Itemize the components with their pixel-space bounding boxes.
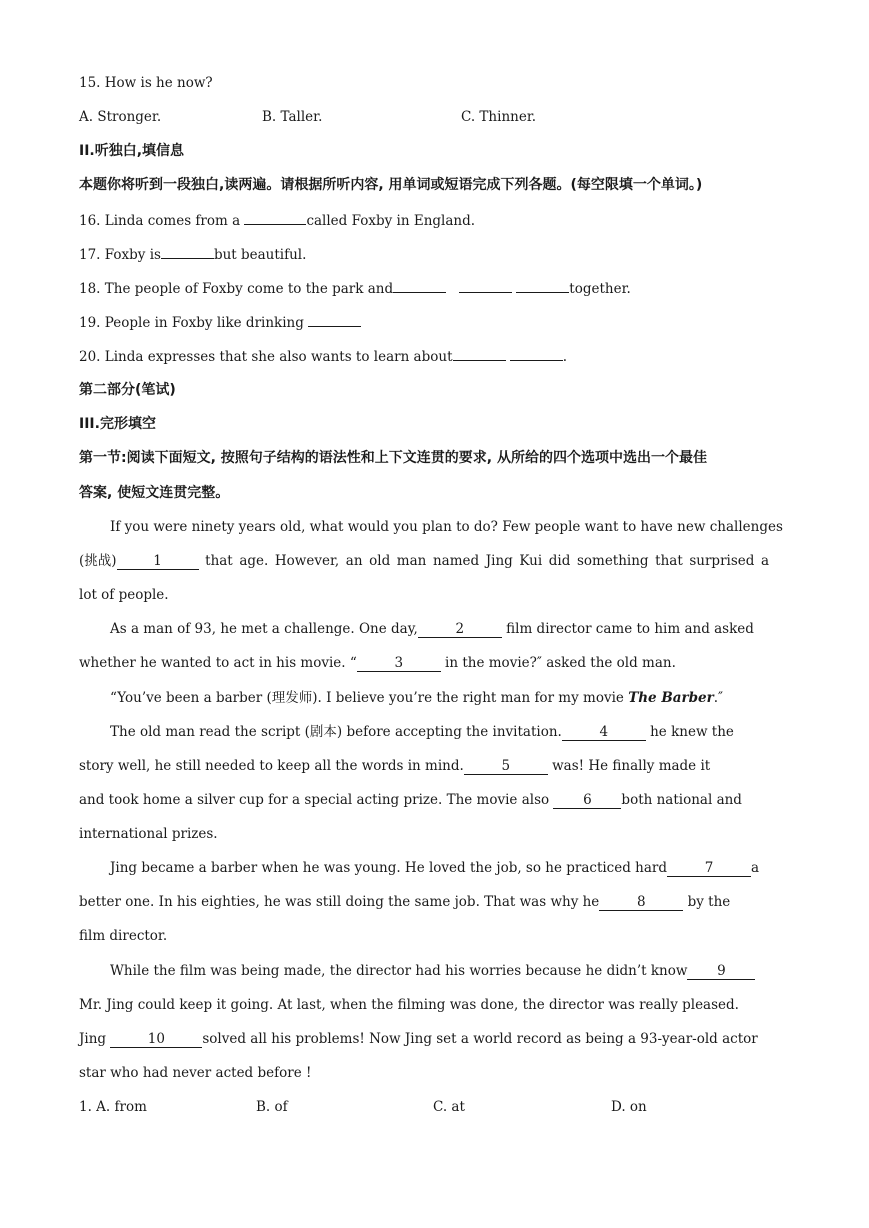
question-20-text: 20. Linda expresses that she also wants to learn about [79,349,453,365]
answer-blank [510,347,563,361]
section-3-title: III.完形填空 [79,416,156,432]
passage-text: in the movie?″ asked the old man. [440,655,676,671]
question-16 [79,211,791,230]
option-b: B. Taller. [262,109,323,125]
passage-line [79,1030,791,1048]
passage-line [79,654,791,672]
passage-text: story well, he still needed to keep all the words in mind. [79,758,464,774]
passage-text: film director came to him and asked [501,621,754,637]
passage-text: better one. In his eighties, he was still doing the same job. That was why he [79,894,600,910]
cloze-blank-10: 10 [110,1032,202,1048]
question-18-text: 18. The people of Foxby come to the park and [79,281,394,297]
passage-line [79,689,791,707]
passage-line [79,552,791,570]
question-19-text: 19. People in Foxby like drinking [79,315,309,331]
passage-text: While the film was being made, the director had his worries because he didn’t know [110,963,688,979]
question-17-text-end: but beautiful. [213,247,307,263]
passage-line: Mr. Jing could keep it going. At last, when the filming was done, the director was really pleased. [79,997,739,1013]
passage-text: (挑战) [79,553,117,569]
cloze-blank-8: 8 [599,895,683,911]
passage-text: that age. However, an old man named Jing Kui did something that surprised a [198,553,770,569]
passage-text: he knew the [645,724,734,740]
passage-line [79,962,791,980]
passage-text: by the [683,894,731,910]
question-19 [79,313,791,332]
question-15: 15. How is he now? [79,75,213,91]
cloze-blank-7: 7 [667,861,751,877]
passage-text: Jing [79,1031,111,1047]
question-17-text: 17. Foxby is [79,247,161,263]
passage-text: As a man of 93, he met a challenge. One day, [110,621,418,637]
passage-line [79,893,791,911]
passage-text: a [751,860,760,876]
option-a: 1. A. from [79,1099,147,1115]
answer-blank [459,279,512,293]
question-20-text-end: . [562,349,568,365]
cloze-blank-6: 6 [553,793,621,809]
passage-text: whether he wanted to act in his movie. “ [79,655,357,671]
answer-blank [516,279,569,293]
passage-line: international prizes. [79,826,218,842]
passage-line: film director. [79,928,168,944]
cloze-blank-1: 1 [117,554,199,570]
passage-line [79,757,791,775]
option-d: D. on [611,1099,647,1115]
option-a: A. Stronger. [79,109,162,125]
question-20 [79,347,791,366]
section-2-title: II.听独白,填信息 [79,143,185,159]
cloze-blank-2: 2 [418,622,502,638]
section-2-instruction: 本题你将听到一段独白,读两遍。请根据所听内容, 用单词或短语完成下列各题。(每空限填一个单词。) [79,177,703,193]
question-16-text: 16. Linda comes from a [79,213,245,229]
passage-text: was! He finally made it [547,758,711,774]
passage-text: “You’ve been a barber (理发师). I believe you’re the right man for my movie [110,690,629,706]
passage-text: both national and [621,792,742,808]
passage-text: and took home a silver cup for a special acting prize. The movie also [79,792,554,808]
passage-line [79,791,791,809]
passage-line [79,723,791,741]
answer-blank [244,211,306,225]
section-3-instruction-2: 答案, 使短文连贯完整。 [79,485,230,501]
passage-text: solved all his problems! Now Jing set a world record as being a 93-year-old actor [202,1031,758,1047]
cloze-blank-5: 5 [464,759,548,775]
passage-text: .″ [713,690,724,706]
answer-blank [453,347,506,361]
passage-line: star who had never acted before ! [79,1065,312,1081]
option-c: C. Thinner. [461,109,537,125]
question-16-text-end: called Foxby in England. [306,213,476,229]
section-3-instruction-1: 第一节:阅读下面短文, 按照句子结构的语法性和上下文连贯的要求, 从所给的四个选项中选出一个最佳 [79,450,707,466]
cloze-blank-3: 3 [357,656,441,672]
answer-blank [393,279,446,293]
answer-blank [161,245,214,259]
passage-line [79,859,791,877]
question-18-text-end: together. [569,281,631,297]
movie-title: The Barber [628,690,714,706]
question-17 [79,245,791,264]
cloze-blank-4: 4 [562,725,646,741]
option-b: B. of [256,1099,288,1115]
passage-line: lot of people. [79,587,169,603]
answer-blank [308,313,361,327]
option-c: C. at [433,1099,465,1115]
passage-text: Jing became a barber when he was young. He loved the job, so he practiced hard [110,860,668,876]
cloze-blank-9: 9 [687,964,755,980]
question-18 [79,279,791,298]
passage-text: The old man read the script (剧本) before accepting the invitation. [110,724,562,740]
passage-line: If you were ninety years old, what would you plan to do? Few people want to have new challenges [110,519,783,535]
passage-line [79,620,791,638]
part-2-title: 第二部分(笔试) [79,382,176,398]
